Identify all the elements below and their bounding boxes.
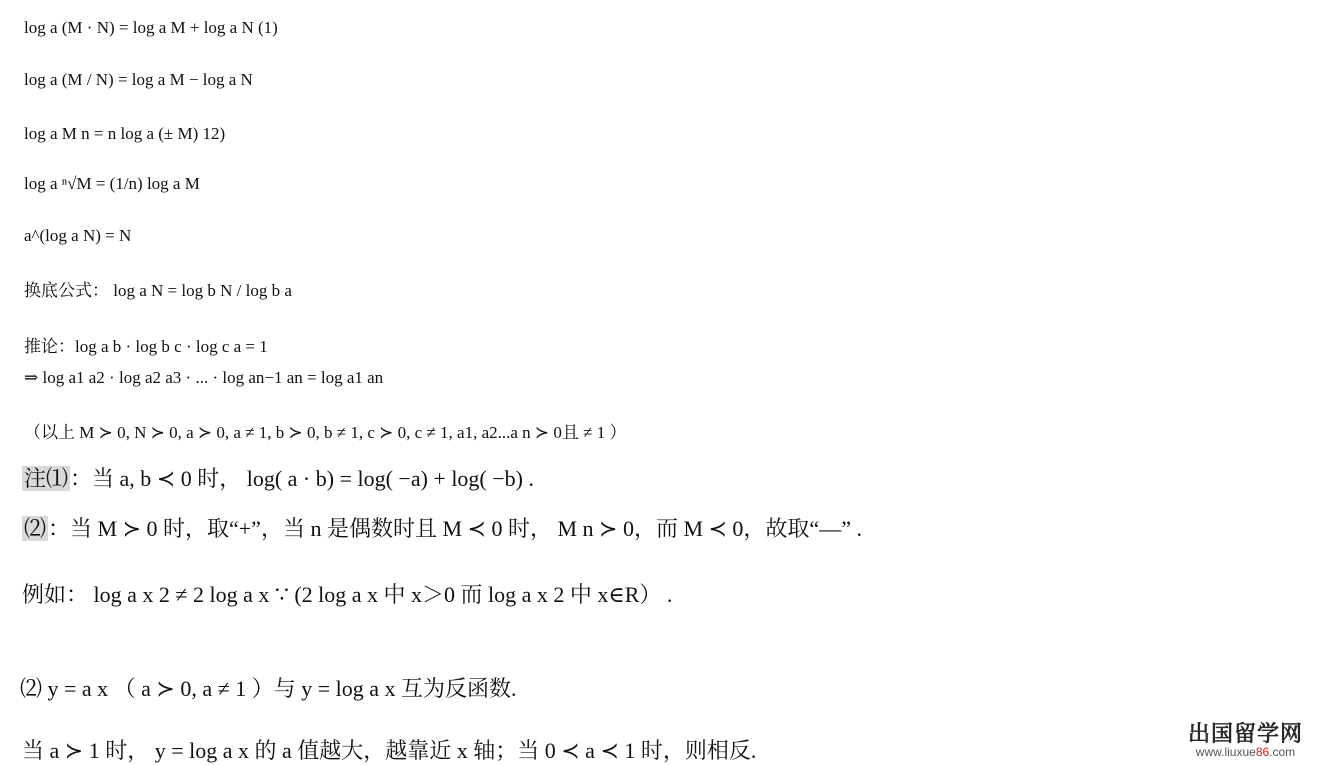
example-line: 例如： log a x 2 ≠ 2 log a x ∵ (2 log a x 中 x＞0 而 log a x 2 中 x∈R） . [22,582,673,607]
watermark-url-prefix: www.liuxue [1195,745,1256,760]
product-rule-formula: log a (M · N) = log a M + log a N (1) [24,18,278,37]
corollary-formula: 推论：log a b · log b c · log c a = 1 [24,337,268,356]
chain-formula: ⇒ log a1 a2 · log a2 a3 · ... · log an−1 an = log a1 an [24,368,384,387]
quotient-rule-formula: log a (M / N) = log a M − log a N [24,70,253,89]
note-1-label: 注⑴ [24,466,69,491]
note-2-text: ：当 M ≻ 0 时，取“+”，当 n 是偶数时且 M ≺ 0 时， M n ≻ 0，而 M ≺ 0，故取“—” . [48,516,862,541]
power-rule-formula: log a M n = n log a (± M) 12) [24,124,226,143]
note-1-text: ：当 a, b ≺ 0 时， log( a · b) = log( −a) + log( −b) . [70,466,534,491]
inverse-function-line: ⑵ y = a x （ a ≻ 0, a ≠ 1 ）与 y = log a x 互为反函数. [20,676,517,701]
watermark-title: 出国留学网 [1187,722,1303,748]
behavior-line: 当 a ≻ 1 时， y = log a x 的 a 值越大，越靠近 x 轴；当 0 ≺ a ≺ 1 时，则相反. [22,738,757,763]
conditions-line: （以上 M ≻ 0, N ≻ 0, a ≻ 0, a ≠ 1, b ≻ 0, b ≠ 1, c ≻ 0, c ≠ 1, a1, a2...a n ≻ 0且 ≠ 1 ） [24,423,627,442]
root-rule-formula: log a ⁿ√M = (1/n) log a M [24,174,200,193]
note-2-label: ⑵ [24,516,47,541]
note-1 [22,462,534,493]
change-of-base-formula: 换底公式： log a N = log b N / log b a [24,281,292,300]
note-2 [22,512,862,543]
site-watermark [1188,723,1303,759]
identity-formula: a^(log a N) = N [24,226,132,245]
watermark-url-suffix: .com [1269,745,1296,760]
watermark-url-highlight: 86 [1255,745,1270,760]
watermark-url [1188,746,1303,759]
